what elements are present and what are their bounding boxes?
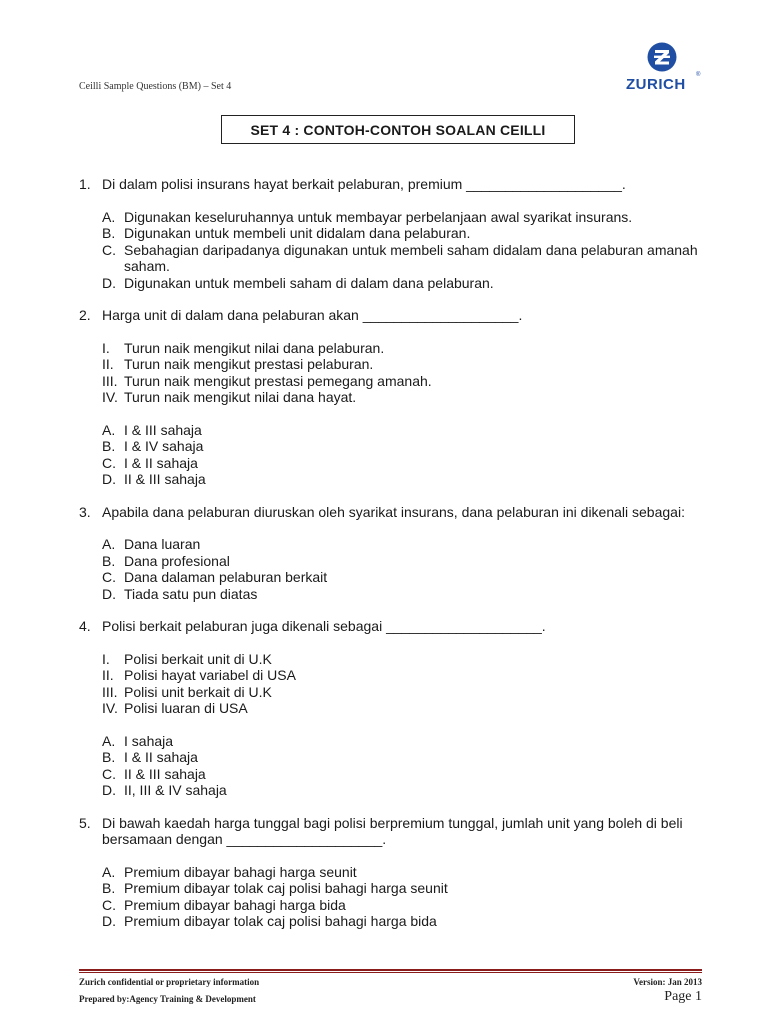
statement-item <box>102 373 719 390</box>
statement-text: Turun naik mengikut prestasi pemegang amanah. <box>124 372 432 389</box>
question-list <box>79 176 719 946</box>
option-label: A. <box>102 536 116 552</box>
option-label: B. <box>102 225 116 241</box>
option-label: C. <box>102 765 116 782</box>
statement-item <box>102 651 719 668</box>
option-label: A. <box>102 421 116 438</box>
question-number: 2. <box>79 307 91 323</box>
option-label: C. <box>102 241 116 258</box>
option-item <box>102 209 719 226</box>
option-item <box>102 242 719 275</box>
question-number: 1. <box>79 176 91 192</box>
question <box>79 176 719 193</box>
question-number: 3. <box>79 503 91 520</box>
option-item <box>102 536 719 553</box>
option-item <box>102 913 719 930</box>
option-item <box>102 275 719 292</box>
option-text: II & III sahaja <box>124 765 206 782</box>
option-label: A. <box>102 863 116 880</box>
question <box>79 307 719 324</box>
page-title: SET 4 : CONTOH-CONTOH SOALAN CEILLI <box>221 115 575 144</box>
statement-label: IV. <box>102 389 118 405</box>
statement-text: Turun naik mengikut nilai dana hayat. <box>124 389 357 405</box>
option-list <box>102 733 719 799</box>
statement-text: Polisi hayat variabel di USA <box>124 667 296 683</box>
question-text: Apabila dana pelaburan diuruskan oleh syarikat insurans, dana pelaburan ini dikenali sebagai: <box>102 503 685 520</box>
statement-text: Turun naik mengikut prestasi pelaburan. <box>124 356 374 372</box>
question <box>79 504 719 521</box>
logo-registered-mark: ® <box>696 72 701 78</box>
footer-divider <box>79 969 702 971</box>
statement-item <box>102 667 719 684</box>
statement-list <box>102 340 719 406</box>
option-label: C. <box>102 896 116 913</box>
option-item <box>102 586 719 603</box>
option-label: B. <box>102 880 116 896</box>
question-number: 4. <box>79 618 91 634</box>
option-text: I & III sahaja <box>124 421 202 438</box>
statement-item <box>102 340 719 357</box>
question-text: Di dalam polisi insurans hayat berkait pelaburan, premium ____________________. <box>102 176 626 192</box>
option-list <box>102 864 719 930</box>
page-number: Page 1 <box>664 989 702 1004</box>
option-text: Digunakan untuk membeli unit didalam dana pelaburan. <box>124 225 471 241</box>
option-text: Premium dibayar bahagi harga seunit <box>124 863 357 880</box>
question <box>79 618 719 635</box>
footer-divider-thin <box>79 972 702 973</box>
option-item <box>102 225 719 242</box>
option-label: A. <box>102 732 116 749</box>
option-text: II & III sahaja <box>124 471 206 487</box>
option-label: C. <box>102 454 116 471</box>
option-item <box>102 782 719 799</box>
option-item <box>102 733 719 750</box>
option-list <box>102 209 719 292</box>
option-text: Digunakan untuk membeli saham di dalam dana pelaburan. <box>124 274 494 291</box>
footer-version: Version: Jan 2013 <box>633 977 702 987</box>
footer-confidential: Zurich confidential or proprietary information <box>79 977 260 987</box>
option-label: B. <box>102 438 116 454</box>
option-text: Premium dibayar tolak caj polisi bahagi harga seunit <box>124 880 448 896</box>
option-item <box>102 880 719 897</box>
question-text: Harga unit di dalam dana pelaburan akan ____________________. <box>102 307 523 323</box>
option-text: I & II sahaja <box>124 454 198 471</box>
option-label: D. <box>102 913 116 929</box>
statement-item <box>102 356 719 373</box>
question-number: 5. <box>79 814 91 831</box>
option-item <box>102 438 719 455</box>
statement-label: III. <box>102 683 118 700</box>
question <box>79 815 719 848</box>
option-text: I & II sahaja <box>124 749 198 765</box>
option-item <box>102 766 719 783</box>
statement-item <box>102 684 719 701</box>
option-item <box>102 864 719 881</box>
option-item <box>102 553 719 570</box>
statement-list <box>102 651 719 717</box>
option-label: D. <box>102 782 116 798</box>
document-header-label: Ceilli Sample Questions (BM) – Set 4 <box>79 81 232 92</box>
option-text: Dana profesional <box>124 552 230 569</box>
option-item <box>102 455 719 472</box>
statement-label: I. <box>102 650 110 667</box>
option-item <box>102 569 719 586</box>
statement-label: II. <box>102 667 114 683</box>
option-label: B. <box>102 552 116 569</box>
option-item <box>102 422 719 439</box>
option-label: D. <box>102 471 116 487</box>
option-label: B. <box>102 749 116 765</box>
statement-text: Polisi luaran di USA <box>124 700 248 716</box>
option-label: C. <box>102 569 116 585</box>
option-text: Dana luaran <box>124 536 201 552</box>
footer-prepared-by: Prepared by:Agency Training & Development <box>79 994 256 1004</box>
statement-text: Polisi berkait unit di U.K <box>124 650 272 667</box>
option-label: D. <box>102 585 116 602</box>
statement-text: Polisi unit berkait di U.K <box>124 683 272 700</box>
option-item <box>102 749 719 766</box>
option-label: D. <box>102 274 116 291</box>
option-text: Premium dibayar bahagi harga bida <box>124 896 346 913</box>
option-item <box>102 471 719 488</box>
statement-item <box>102 389 719 406</box>
logo-text: ZURICH <box>626 76 686 93</box>
option-text: Digunakan keseluruhannya untuk membayar perbelanjaan awal syarikat insurans. <box>124 208 633 225</box>
option-list <box>102 422 719 488</box>
statement-label: IV. <box>102 700 118 716</box>
option-text: Tiada satu pun diatas <box>124 585 258 602</box>
option-text: II, III & IV sahaja <box>124 782 227 798</box>
option-label: A. <box>102 208 116 225</box>
zurich-logo-icon <box>647 42 677 72</box>
statement-label: II. <box>102 356 114 372</box>
option-text: I sahaja <box>124 732 174 749</box>
option-text: I & IV sahaja <box>124 438 204 454</box>
zurich-logo <box>626 42 702 94</box>
option-text: Sebahagian daripadanya digunakan untuk membeli saham didalam dana pelaburan amanah saham. <box>124 241 698 274</box>
statement-item <box>102 700 719 717</box>
option-list <box>102 536 719 602</box>
question-text: Di bawah kaedah harga tunggal bagi polisi berpremium tunggal, jumlah unit yang boleh di beli bersamaan dengan ____________________. <box>102 814 683 847</box>
option-text: Premium dibayar tolak caj polisi bahagi harga bida <box>124 913 437 929</box>
question-text: Polisi berkait pelaburan juga dikenali sebagai ____________________. <box>102 618 546 634</box>
option-item <box>102 897 719 914</box>
statement-text: Turun naik mengikut nilai dana pelaburan. <box>124 339 385 356</box>
statement-label: III. <box>102 372 118 389</box>
statement-label: I. <box>102 339 110 356</box>
option-text: Dana dalaman pelaburan berkait <box>124 569 328 585</box>
